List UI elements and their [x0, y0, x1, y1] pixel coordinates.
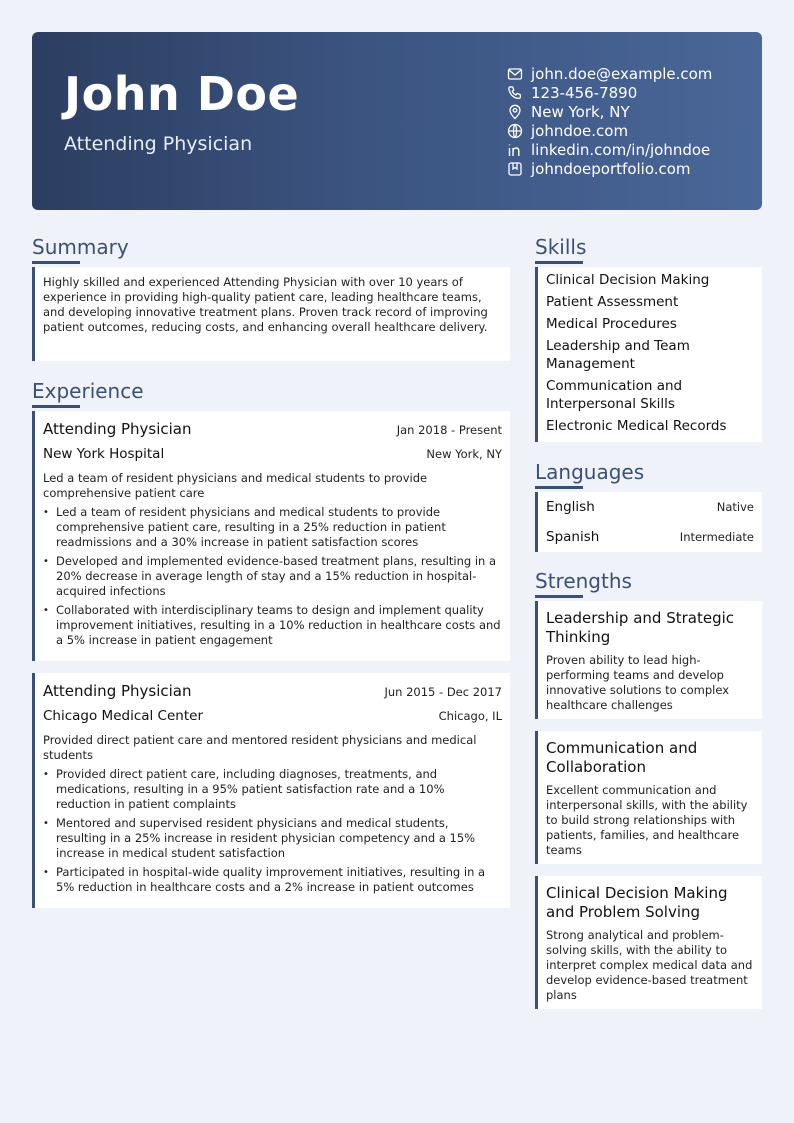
language-row: [538, 492, 762, 522]
location-icon: [507, 104, 523, 120]
job-description: Provided direct patient care and mentored resident physicians and medical students: [43, 733, 477, 762]
globe-icon: [507, 123, 523, 139]
language-row: [538, 522, 762, 552]
contact-website[interactable]: [507, 121, 712, 140]
job-card: [32, 673, 510, 908]
skill-item: Electronic Medical Records: [546, 418, 727, 434]
contact-linkedin-text: linkedin.com/in/johndoe: [531, 140, 711, 159]
strength-card: [535, 601, 762, 719]
job-dates: Jan 2018 - Present: [396, 423, 502, 437]
contact-location-text: New York, NY: [531, 102, 630, 121]
skill-item: Communication and Interpersonal Skills: [546, 378, 683, 412]
contact-location: [507, 102, 712, 121]
contact-list: [507, 64, 712, 178]
job-company: Chicago Medical Center: [43, 708, 203, 724]
strength-title: Clinical Decision Making and Problem Solving: [546, 884, 728, 921]
strength-card: [535, 876, 762, 1009]
job-bullets: [43, 767, 502, 895]
job-bullet: • Participated in hospital-wide quality improvement initiatives, resulting in a 5% reduction in healthcare costs and a 2% increase in patient outcomes: [43, 865, 502, 895]
summary-text: Highly skilled and experienced Attending Physician with over 10 years of experience in providing high-quality patient care, leading healthcare teams, and developing innovative treatment plans. Proven track record of improving patient outcomes, reducing costs, and enhancing overall healthcare delivery.: [43, 275, 488, 334]
language-level: Intermediate: [679, 530, 754, 544]
strength-card: [535, 731, 762, 864]
job-bullet: • Collaborated with interdisciplinary teams to design and implement quality improvement initiatives, resulting in a 10% reduction in healthcare costs and a 5% increase in patient engagement: [43, 603, 502, 648]
email-icon: [507, 66, 523, 82]
skill-item: Leadership and Team Management: [546, 338, 690, 372]
portfolio-icon: [507, 161, 523, 177]
contact-portfolio[interactable]: [507, 159, 712, 178]
strength-description: Proven ability to lead high-performing teams and develop innovative solutions to complex healthcare challenges: [546, 653, 730, 712]
contact-phone-text: 123-456-7890: [531, 83, 638, 102]
contact-linkedin[interactable]: [507, 140, 712, 159]
job-bullet: • Provided direct patient care, including diagnoses, treatments, and medications, resulting in a 95% patient satisfaction rate and a 10% reduction in patient complaints: [43, 767, 502, 812]
phone-icon: [507, 85, 523, 101]
resume-header: [32, 32, 762, 210]
job-location: Chicago, IL: [438, 709, 502, 723]
job-location: New York, NY: [426, 447, 502, 461]
job-bullets: [43, 505, 502, 648]
skill-item: Medical Procedures: [546, 316, 677, 332]
job-bullet: • Led a team of resident physicians and medical students to provide comprehensive patient care, resulting in a 25% reduction in patient readmissions and a 30% increase in patient satisfaction scores: [43, 505, 502, 550]
job-card: [32, 411, 510, 661]
contact-email[interactable]: [507, 64, 712, 83]
job-company: New York Hospital: [43, 446, 165, 462]
skill-item: Clinical Decision Making: [546, 272, 710, 288]
job-bullet: • Developed and implemented evidence-based treatment plans, resulting in a 20% decrease in average length of stay and a 15% reduction in hospital-acquired infections: [43, 554, 502, 599]
language-name: English: [546, 499, 595, 515]
contact-website-text: johndoe.com: [531, 121, 629, 140]
job-dates: Jun 2015 - Dec 2017: [384, 685, 502, 699]
job-description: Led a team of resident physicians and medical students to provide comprehensive patient care: [43, 471, 428, 500]
strengths-heading: Strengths: [535, 569, 632, 593]
strength-description: Excellent communication and interpersonal skills, with the ability to build strong relationships with patients, families, and healthcare teams: [546, 783, 748, 857]
contact-phone[interactable]: [507, 83, 712, 102]
language-name: Spanish: [546, 529, 600, 545]
languages-card: [535, 492, 762, 552]
job-bullet: • Mentored and supervised resident physicians and medical students, resulting in a 25% increase in resident physician competency and a 15% increase in medical student satisfaction: [43, 816, 502, 861]
skills-card: [535, 267, 762, 442]
languages-heading: Languages: [535, 460, 645, 484]
language-level: Native: [716, 500, 754, 514]
job-title: Attending Physician: [43, 420, 192, 438]
candidate-title: Attending Physician: [64, 133, 253, 155]
experience-heading: Experience: [32, 379, 144, 403]
job-title: Attending Physician: [43, 682, 192, 700]
candidate-name: John Doe: [64, 67, 300, 121]
skills-heading: Skills: [535, 235, 587, 259]
strength-title: Leadership and Strategic Thinking: [546, 609, 735, 646]
summary-card: [32, 267, 510, 361]
skills-list: [538, 267, 762, 435]
contact-email-text: john.doe@example.com: [531, 64, 713, 83]
linkedin-icon: [507, 142, 523, 158]
skill-item: Patient Assessment: [546, 294, 679, 310]
summary-heading: Summary: [32, 235, 129, 259]
contact-portfolio-text: johndoeportfolio.com: [531, 159, 691, 178]
strength-title: Communication and Collaboration: [546, 739, 698, 776]
strength-description: Strong analytical and problem-solving skills, with the ability to interpret complex medical data and develop evidence-based treatment plans: [546, 928, 753, 1002]
